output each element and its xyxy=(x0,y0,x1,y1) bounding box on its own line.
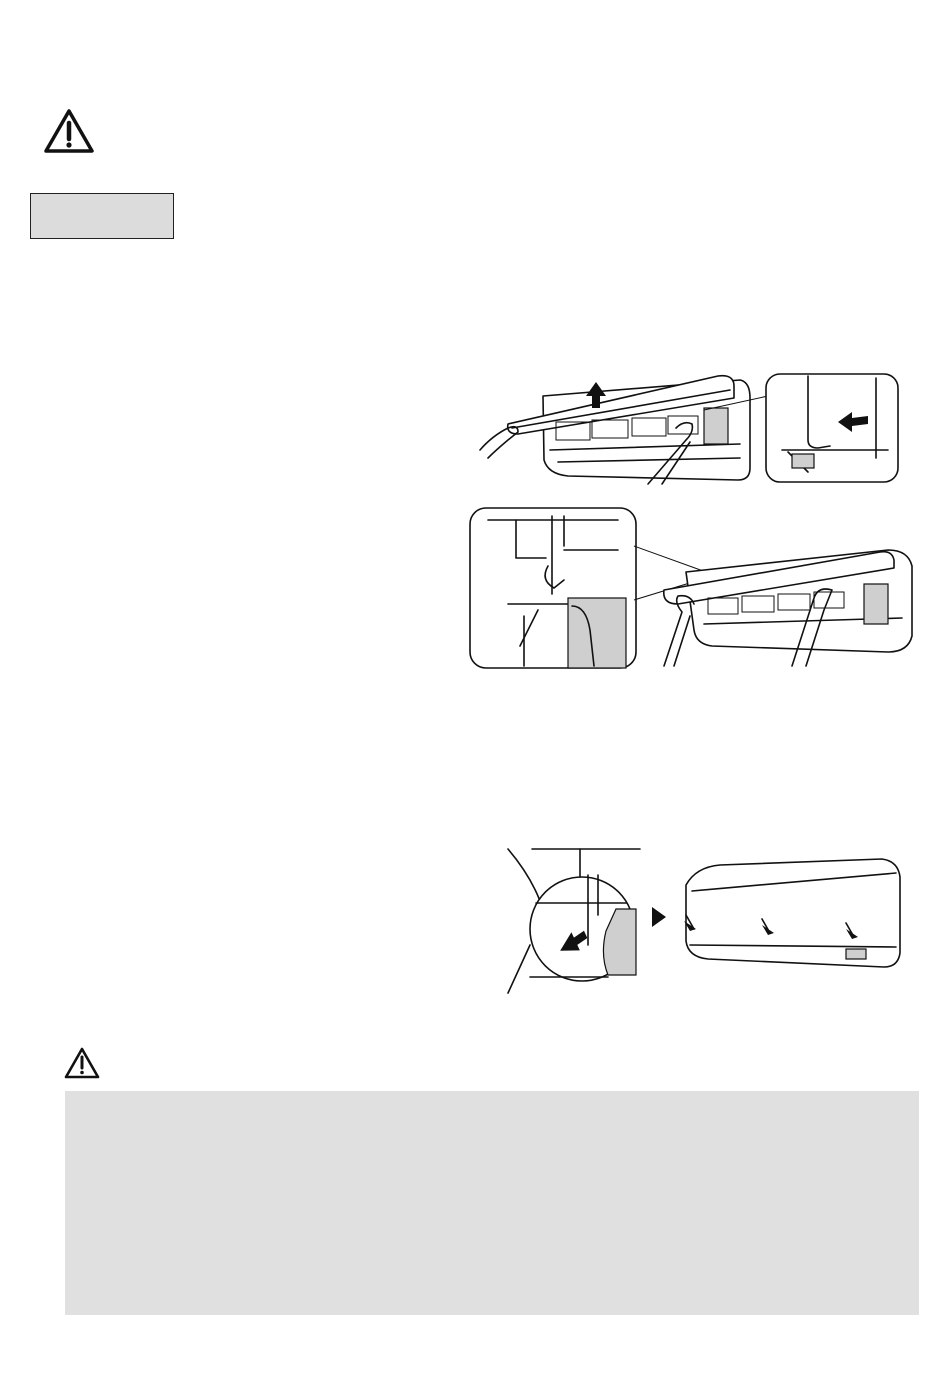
panel-hook-detail-illustration xyxy=(468,506,916,670)
front-panel-closing-illustration xyxy=(500,845,905,995)
front-panel-opening-illustration xyxy=(478,368,902,486)
section-label-box xyxy=(30,193,174,239)
next-step-triangle-icon xyxy=(652,907,666,927)
warning-triangle-icon xyxy=(43,108,95,154)
caution-triangle-icon xyxy=(64,1047,100,1079)
caution-box xyxy=(65,1091,919,1315)
